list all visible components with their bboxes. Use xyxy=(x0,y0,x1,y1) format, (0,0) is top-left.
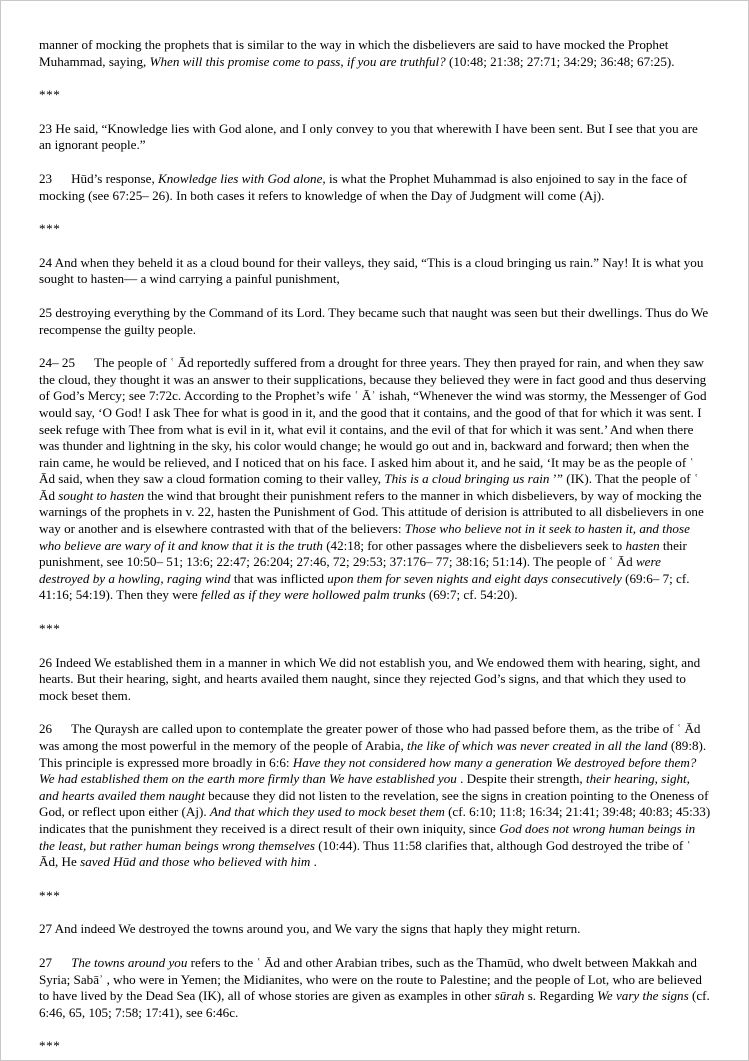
quoted-scripture-text: sūrah xyxy=(494,988,525,1004)
body-text: (69:7; cf. 54:20). xyxy=(425,587,518,603)
quoted-scripture-text: God does not wrong human beings in the least, but rather human beings wrong themselves xyxy=(39,820,696,853)
commentary-continuation-paragraph xyxy=(39,37,712,70)
body-text: because they did not listen to the revelation, see the signs in creation pointing to the Oneness of God, or reflect upon either (Aj). xyxy=(39,787,709,820)
verse-number: 24– 25 xyxy=(39,355,76,371)
section-separator: *** xyxy=(39,887,61,903)
quoted-scripture-text: hasten xyxy=(625,537,660,553)
body-text: that was inflicted xyxy=(230,570,328,586)
quoted-scripture-text: This is a cloud bringing us rain xyxy=(384,471,550,487)
body-text: manner of mocking the prophets that is similar to the way in which the disbelievers are said to have mocked the Prophet Muhammad, saying, xyxy=(39,37,669,69)
body-text: (10:44). Thus 11:58 clarifies that, although God destroyed the tribe of ʿ Ād, He xyxy=(39,837,691,870)
body-text: s. Regarding xyxy=(524,988,598,1004)
body-text: is what the Prophet Muhammad is also enjoined to say in the face of mocking (see 67:25– 26). In both cases it refers to knowledge of when the Day of Judgment will come (Aj). xyxy=(39,170,688,203)
verse-number: 26 xyxy=(39,721,53,737)
body-text: 26 Indeed We established them in a manner in which We did not establish you, and We endowed them with hearing, sight, and hearts. But their hearing, sight, and hearts availed them naught, since they rejected God’s signs, and that which they used to mock beset them. xyxy=(39,654,701,703)
quoted-scripture-text: Have they not considered how many a generation We destroyed before them? We had established them on the earth more firmly than We have established you xyxy=(39,754,697,787)
body-text: The Quraysh are called upon to contemplate the greater power of those who had passed before them, as the tribe of ʿ Ād was among the most powerful in the memory of the people of Arabia, xyxy=(39,721,701,753)
verse-commentary-paragraph xyxy=(39,955,712,1021)
body-text: Hūd’s response, xyxy=(71,170,159,186)
verse-translation-paragraph xyxy=(39,921,712,938)
quoted-scripture-text: When will this promise come to pass, if you are truthful? xyxy=(149,53,446,69)
quoted-scripture-text: Knowledge lies with God alone, xyxy=(158,170,326,186)
quoted-scripture-text: And that which they used to mock beset them xyxy=(209,804,445,820)
verse-number: 27 xyxy=(39,954,53,970)
body-text: . Despite their strength, xyxy=(456,771,586,787)
quoted-scripture-text: felled as if they were hollowed palm trunks xyxy=(200,587,426,603)
body-text: (10:48; 21:38; 27:71; 34:29; 36:48; 67:25). xyxy=(445,53,675,69)
quoted-scripture-text: upon them for seven nights and eight days consecutively xyxy=(327,570,622,586)
quoted-scripture-text: The towns around you xyxy=(71,954,188,970)
verse-commentary-paragraph xyxy=(39,171,712,204)
verse-translation-paragraph xyxy=(39,121,712,154)
body-text: 24 And when they beheld it as a cloud bound for their valleys, they said, “This is a cloud bringing us rain.” Nay! It is what you sought to hasten— a wind carrying a painful punishment, xyxy=(39,254,704,287)
quoted-scripture-text: Those who believe not in it seek to hasten it, and those who believe are wary of it and know that it is the truth xyxy=(39,521,690,553)
section-separator: *** xyxy=(39,1038,61,1054)
quoted-scripture-text: the like of which was never created in all the land xyxy=(407,738,668,753)
body-text: (69:6– 7; cf. 41:16; 54:19). Then they were xyxy=(39,570,690,603)
body-text: 27 And indeed We destroyed the towns around you, and We vary the signs that haply they might return. xyxy=(39,921,581,937)
section-separator: *** xyxy=(39,621,61,637)
section-separator: *** xyxy=(39,221,61,237)
quoted-scripture-text: were destroyed by a howling, raging wind xyxy=(39,554,661,586)
body-text: their punishment, see 10:50– 51; 13:6; 22:47; 26:204; 27:46, 72; 29:53; 37:176– 77; 38:16; 51:14). The people of ʿ Ād xyxy=(39,537,687,570)
body-text: ’” (IK). That the people of ʿ Ād xyxy=(39,471,699,503)
body-text: refers to the ʿ Ād and other Arabian tribes, such as the Thamūd, who dwelt between Makkah and Syria; Sabāʾ , who were in Yemen; the Midianites, who were on the route to Palestine; and the people of Lot, who are believed to have lived by the Dead Sea (IK), all of whose stories are given as examples in other xyxy=(39,954,702,1004)
quoted-scripture-text: their hearing, sight, and hearts availed them naught xyxy=(39,771,690,803)
body-text: The people of ʿ Ād reportedly suffered from a drought for three years. They then prayed for rain, and when they saw the cloud, they thought it was an answer to their supplications, because they believed they were in fact good and thus deserving of God’s Mercy; see 7:72c. According to the Prophet’s wife ʿ Āʾ ishah, “Whenever the wind was stormy, the Messenger of God would say, ‘O God! I ask Thee for what is good in it, and the good that it contains, and the good of that for which it was sent. I seek refuge with Thee from what is evil in it, what evil it contains, and the evil of that for which it was sent.’ And when there was thunder and lightning in the sky, his color would change; he would go out and in, backward and forward; then when the rain came, he would be relieved, and I noticed that on his face. I asked him about it, and he said, ‘It may be as the people of ʿ Ād said, when they saw a cloud formation coming to their valley, xyxy=(39,355,707,487)
verse-number: 23 xyxy=(39,170,53,186)
verse-translation-paragraph xyxy=(39,655,712,705)
quoted-scripture-text: sought to hasten xyxy=(58,487,145,503)
quoted-scripture-text: We vary the signs xyxy=(597,988,689,1004)
body-text: the wind that brought their punishment refers to the manner in which disbelievers, by way of mocking the warnings of the prophets in v. 22, hasten the Punishment of God. This attitude of derision is attributed to all disbelievers in one way or another and is elsewhere contrasted with that of the believers: xyxy=(39,487,704,537)
verse-translation-paragraph xyxy=(39,255,712,288)
verse-commentary-paragraph xyxy=(39,721,712,870)
body-text: (cf. 6:10; 11:8; 16:34; 21:41; 39:48; 40:83; 45:33) indicates that the punishment they received is a direct result of their own iniquity, since xyxy=(39,804,711,836)
page-content xyxy=(39,37,712,1061)
section-separator: *** xyxy=(39,87,61,103)
body-text: (cf. 6:46, 65, 105; 7:58; 17:41), see 6:46c. xyxy=(39,988,710,1020)
body-text: 23 He said, “Knowledge lies with God alone, and I only convey to you that wherewith I have been sent. But I see that you are an ignorant people.” xyxy=(39,120,698,153)
verse-translation-paragraph xyxy=(39,305,712,338)
body-text: (89:8). This principle is expressed more broadly in 6:6: xyxy=(39,738,707,770)
body-text: 25 destroying everything by the Command of its Lord. They became such that naught was seen but their dwellings. Thus do We recompense the guilty people. xyxy=(39,304,709,337)
quoted-scripture-text: saved Hūd and those who believed with him xyxy=(80,854,311,870)
verse-commentary-paragraph xyxy=(39,355,712,604)
body-text: (42:18; for other passages where the disbelievers seek to xyxy=(322,537,626,553)
body-text: . xyxy=(310,854,317,870)
